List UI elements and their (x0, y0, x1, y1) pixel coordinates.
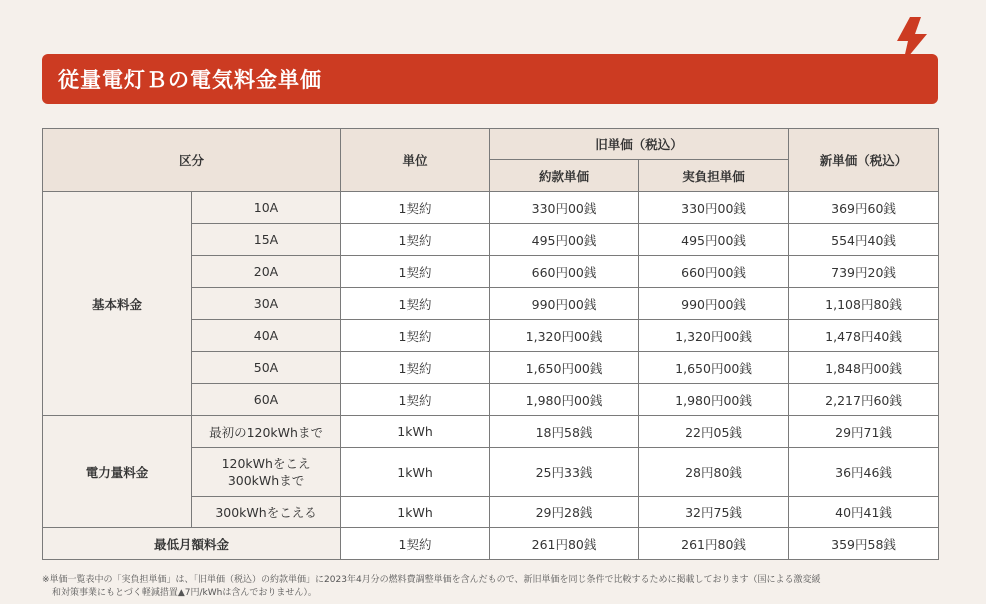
row-unit: 1契約 (341, 352, 490, 384)
row-sub-label: 15A (192, 224, 341, 256)
row-new-price: 2,217円60銭 (789, 384, 939, 416)
table-row (43, 416, 939, 448)
row-new-price: 1,108円80銭 (789, 288, 939, 320)
row-unit: 1契約 (341, 288, 490, 320)
row-contract-price: 660円00銭 (490, 256, 639, 288)
row-unit: 1kWh (341, 416, 490, 448)
row-unit: 1契約 (341, 528, 490, 560)
row-sub-label-line2: 300kWhまで (227, 473, 305, 488)
row-unit: 1kWh (341, 497, 490, 528)
header-actual-price: 実負担単価 (639, 160, 789, 192)
row-contract-price: 330円00銭 (490, 192, 639, 224)
row-contract-price: 1,320円00銭 (490, 320, 639, 352)
row-new-price: 369円60銭 (789, 192, 939, 224)
group-minimum-monthly: 最低月額料金 (43, 528, 341, 560)
row-unit: 1契約 (341, 192, 490, 224)
footnote-line1: ※単価一覧表中の「実負担単価」は、「旧単価（税込）の約款単価」に2023年4月分の燃料費調整単価を含んだもので、新旧単価を同じ条件で比較するために掲載しております（国による激変緩 (42, 575, 821, 585)
page-title: 従量電灯Ｂの電気料金単価 (42, 54, 938, 104)
header-old-price: 旧単価（税込） (490, 129, 789, 160)
footnote (42, 574, 942, 600)
row-unit: 1契約 (341, 256, 490, 288)
header-new-price: 新単価（税込） (789, 129, 939, 192)
row-contract-price: 1,980円00銭 (490, 384, 639, 416)
row-actual-price: 28円80銭 (639, 448, 789, 497)
row-sub-label: 10A (192, 192, 341, 224)
row-contract-price: 25円33銭 (490, 448, 639, 497)
price-table (42, 128, 939, 560)
row-contract-price: 261円80銭 (490, 528, 639, 560)
row-sub-label-line1: 120kWhをこえ (221, 455, 311, 471)
row-sub-label: 50A (192, 352, 341, 384)
row-sub-label: 30A (192, 288, 341, 320)
header-unit: 単位 (341, 129, 490, 192)
row-new-price: 554円40銭 (789, 224, 939, 256)
row-sub-label: 最初の120kWhまで (192, 416, 341, 448)
row-new-price: 29円71銭 (789, 416, 939, 448)
row-unit: 1kWh (341, 448, 490, 497)
row-sub-label: 300kWhをこえる (192, 497, 341, 528)
row-unit: 1契約 (341, 224, 490, 256)
row-new-price: 359円58銭 (789, 528, 939, 560)
group-basic-fee: 基本料金 (43, 192, 192, 416)
row-sub-label: 60A (192, 384, 341, 416)
row-new-price: 739円20銭 (789, 256, 939, 288)
row-actual-price: 32円75銭 (639, 497, 789, 528)
header-category: 区分 (43, 129, 341, 192)
row-new-price: 40円41銭 (789, 497, 939, 528)
row-actual-price: 990円00銭 (639, 288, 789, 320)
row-actual-price: 1,320円00銭 (639, 320, 789, 352)
header-contract-price: 約款単価 (490, 160, 639, 192)
row-actual-price: 261円80銭 (639, 528, 789, 560)
footnote-line2: 和対策事業にもとづく軽減措置▲7円/kWhは含んでおりません）。 (52, 588, 317, 598)
row-actual-price: 1,980円00銭 (639, 384, 789, 416)
row-contract-price: 29円28銭 (490, 497, 639, 528)
table-row (43, 528, 939, 560)
row-contract-price: 1,650円00銭 (490, 352, 639, 384)
row-sub-label: 20A (192, 256, 341, 288)
row-new-price: 1,848円00銭 (789, 352, 939, 384)
row-contract-price: 18円58銭 (490, 416, 639, 448)
row-contract-price: 990円00銭 (490, 288, 639, 320)
row-actual-price: 1,650円00銭 (639, 352, 789, 384)
row-sub-label (192, 448, 341, 497)
row-sub-label: 40A (192, 320, 341, 352)
row-new-price: 36円46銭 (789, 448, 939, 497)
table-row (43, 192, 939, 224)
row-actual-price: 330円00銭 (639, 192, 789, 224)
row-contract-price: 495円00銭 (490, 224, 639, 256)
row-unit: 1契約 (341, 320, 490, 352)
row-actual-price: 22円05銭 (639, 416, 789, 448)
row-new-price: 1,478円40銭 (789, 320, 939, 352)
row-unit: 1契約 (341, 384, 490, 416)
row-actual-price: 660円00銭 (639, 256, 789, 288)
row-actual-price: 495円00銭 (639, 224, 789, 256)
group-energy-charge: 電力量料金 (43, 416, 192, 528)
